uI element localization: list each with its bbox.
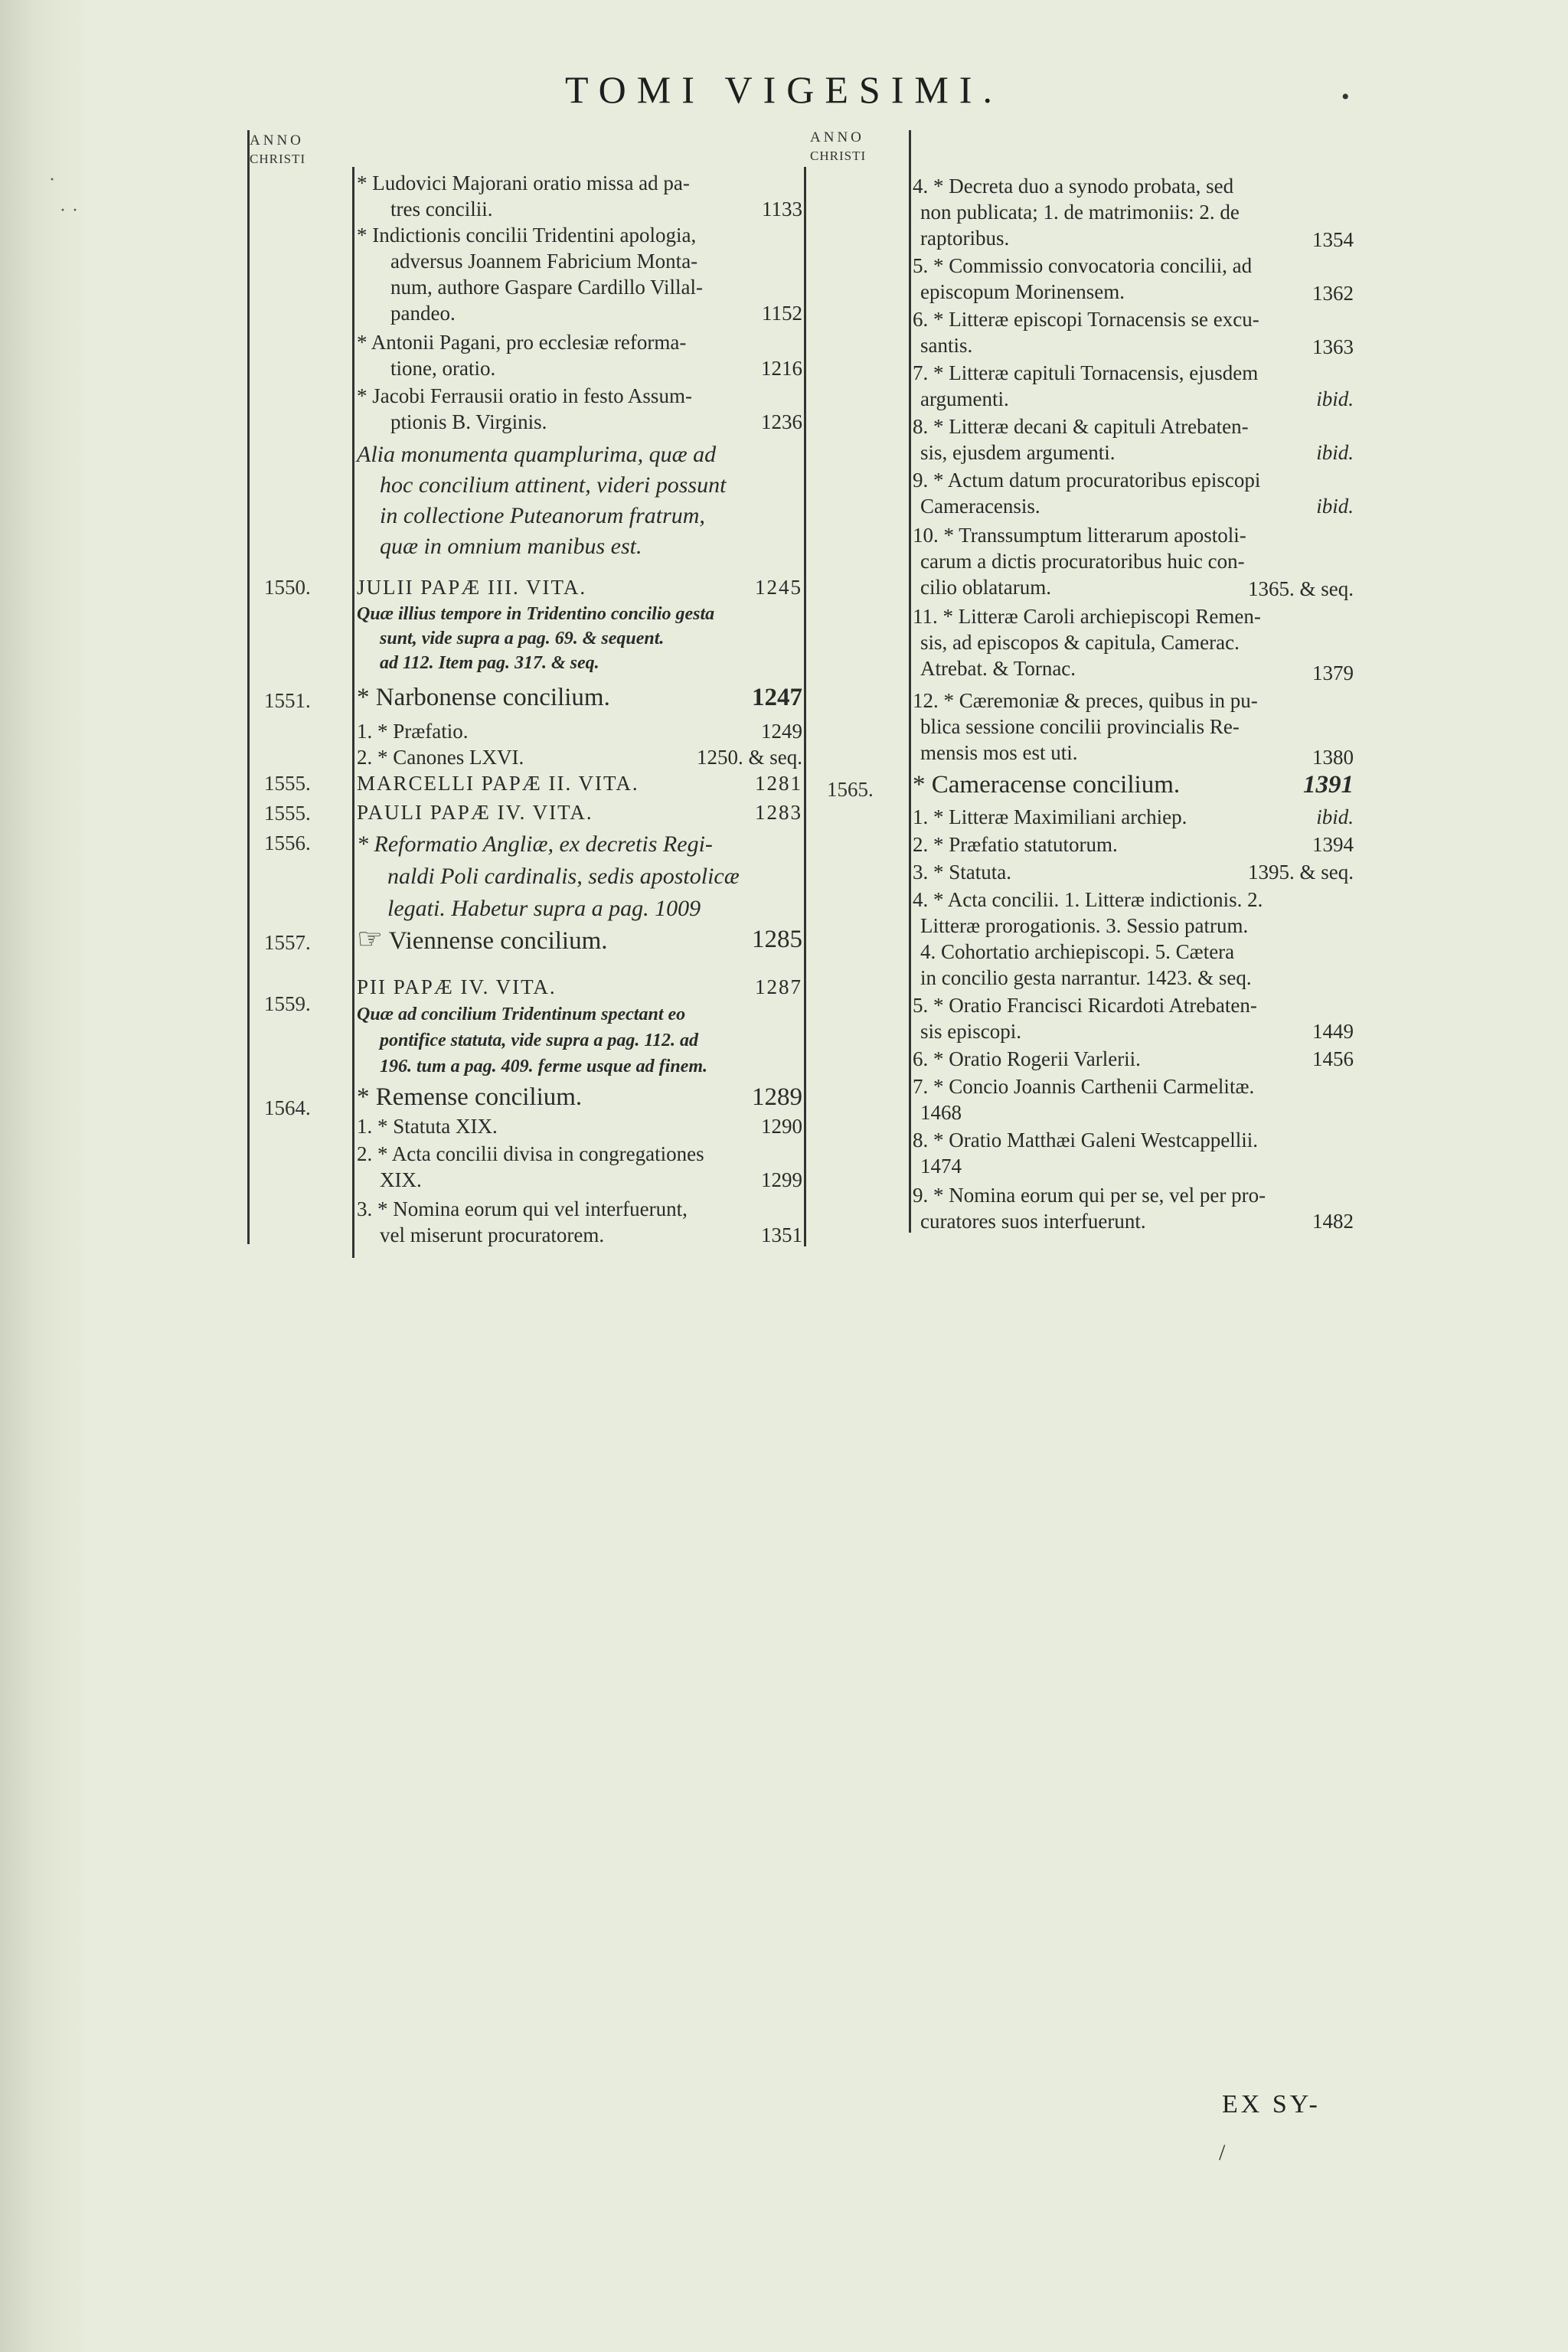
year-label: 1564. <box>264 1096 311 1119</box>
index-entry <box>357 439 802 562</box>
index-entry <box>913 1073 1354 1125</box>
entry-line: non publicata; 1. de matrimoniis: 2. de <box>920 201 1240 224</box>
entry-line: Cameracensis. <box>920 495 1040 518</box>
gutter-mark: · <box>49 170 55 190</box>
entry-line: 3. * Nomina eorum qui vel interfuerunt, <box>357 1197 688 1220</box>
entry-line: pandeo. <box>390 302 456 325</box>
page-number: 1281 <box>755 772 802 795</box>
entry-line: sunt, vide supra a pag. 69. & sequent. <box>380 629 665 648</box>
year-column-rule <box>247 130 250 1244</box>
christi-label: CHRISTI <box>250 152 306 166</box>
entry-line: 1474 <box>920 1155 962 1178</box>
page-number: 1290 <box>761 1115 802 1138</box>
entry-line: * Jacobi Ferrausii oratio in festo Assum- <box>357 384 692 407</box>
page-number: 1299 <box>761 1168 802 1191</box>
entry-line: MARCELLI PAPÆ II. VITA. <box>357 772 639 795</box>
entry-line: episcopum Morinensem. <box>920 280 1125 303</box>
index-entry <box>357 1196 802 1248</box>
index-entry <box>913 413 1354 466</box>
index-entry <box>357 222 802 326</box>
entry-line: * Ludovici Majorani oratio missa ad pa- <box>357 172 690 194</box>
entry-line: 10. * Transsumptum litterarum apostoli- <box>913 524 1246 547</box>
entry-line: 1468 <box>920 1101 962 1124</box>
entry-line: sis, ejusdem argumenti. <box>920 441 1116 464</box>
anno-label: ANNO <box>810 129 864 145</box>
entry-line: 5. * Commissio convocatoria concilii, ad <box>913 254 1253 277</box>
page-number: 1216 <box>761 357 802 380</box>
index-entry <box>913 467 1354 519</box>
page-number: 1133 <box>762 198 802 220</box>
entry-line: 8. * Oratio Matthæi Galeni Westcappellii. <box>913 1129 1258 1152</box>
gutter-mark: · <box>60 201 66 220</box>
entry-line: * Cameracense concilium. <box>913 771 1181 799</box>
page-number: ibid. <box>1316 441 1354 464</box>
index-entry <box>913 360 1354 412</box>
index-entry <box>357 923 802 956</box>
entry-line: argumenti. <box>920 387 1009 410</box>
entry-line: Quæ ad concilium Tridentinum spectant eo <box>357 1004 686 1024</box>
entry-line: Viennense concilium. <box>388 927 608 955</box>
christi-label: CHRISTI <box>810 149 867 163</box>
entry-line: Quæ illius tempore in Tridentino concilio gesta <box>357 604 715 624</box>
page-number: 1245 <box>755 576 802 599</box>
index-entry <box>357 974 802 1000</box>
entry-line: adversus Joannem Fabricium Monta- <box>390 250 698 273</box>
entry-line: carum a dictis procuratoribus huic con- <box>920 550 1245 573</box>
index-entry <box>913 173 1354 251</box>
entry-line: 1. * Præfatio. <box>357 720 469 743</box>
entry-line: 12. * Cæremoniæ & preces, quibus in pu- <box>913 689 1258 712</box>
index-entry <box>913 1182 1354 1234</box>
page-number: 1289 <box>752 1083 802 1111</box>
page-number: 1365. & seq. <box>1248 577 1354 600</box>
index-entry <box>913 253 1354 305</box>
entry-line: tres concilii. <box>390 198 493 220</box>
index-entry <box>357 1141 802 1193</box>
page-number: 1362 <box>1312 282 1354 305</box>
entry-line: sis, ad episcopos & capitula, Camerac. <box>920 631 1240 654</box>
index-entry <box>913 804 1354 830</box>
catchword: EX SY- <box>1222 2090 1321 2118</box>
page-number: 1287 <box>755 975 802 998</box>
entry-line: 7. * Concio Joannis Carthenii Carmelitæ. <box>913 1075 1255 1098</box>
entry-line: 2. * Acta concilii divisa in congregationes <box>357 1142 704 1165</box>
year-label: 1559. <box>264 992 311 1015</box>
index-entry <box>913 859 1354 885</box>
index-entry <box>357 602 802 675</box>
entry-line: sis episcopi. <box>920 1020 1021 1043</box>
page-title: TOMI VIGESIMI. <box>565 68 1003 111</box>
entry-line: 8. * Litteræ decani & capituli Atrebaten- <box>913 415 1249 438</box>
page-number: 1247 <box>752 684 802 711</box>
entry-line: 1. * Litteræ Maximiliani archiep. <box>913 805 1187 828</box>
index-entry <box>357 744 802 770</box>
entry-line: 6. * Litteræ episcopi Tornacensis se excu- <box>913 308 1259 331</box>
index-entry <box>357 828 802 925</box>
index-entry <box>913 887 1354 991</box>
page-number: 1379 <box>1312 662 1354 684</box>
page-number: 1391 <box>1303 771 1354 799</box>
corner-mark: • <box>1341 84 1350 109</box>
gutter-mark: · <box>72 201 78 220</box>
entry-line: raptoribus. <box>920 227 1010 250</box>
index-entry <box>357 1113 802 1139</box>
entry-line: 1. * Statuta XIX. <box>357 1115 498 1138</box>
entry-line: 2. * Canones LXVI. <box>357 746 524 769</box>
page-number: 1395. & seq. <box>1248 861 1354 884</box>
index-entry <box>357 329 802 381</box>
anno-label: ANNO <box>250 132 304 149</box>
anno-christi-header <box>250 132 305 168</box>
index-entry <box>357 170 802 222</box>
entry-line: vel miserunt procuratorem. <box>380 1223 605 1246</box>
index-entry <box>357 770 802 796</box>
entry-line: PAULI PAPÆ IV. VITA. <box>357 801 593 824</box>
page-number: 1380 <box>1312 746 1354 769</box>
entry-line: 4. Cohortatio archiepiscopi. 5. Cætera <box>920 940 1235 963</box>
entry-line: 11. * Litteræ Caroli archiepiscopi Remen- <box>913 605 1261 628</box>
entry-line: 5. * Oratio Francisci Ricardoti Atrebaten- <box>913 994 1257 1017</box>
entry-line: tione, oratio. <box>390 357 496 380</box>
entry-line: ptionis B. Virginis. <box>390 410 547 433</box>
index-entry <box>913 1127 1354 1179</box>
index-entry <box>913 522 1354 600</box>
entry-line: num, authore Gaspare Cardillo Villal- <box>390 276 704 299</box>
page-number: 1354 <box>1312 228 1354 251</box>
page-number: 1236 <box>761 410 802 433</box>
year-label: 1551. <box>264 689 311 712</box>
entry-line: blica sessione concilii provincialis Re- <box>920 715 1240 738</box>
index-entry <box>357 799 802 825</box>
entry-line: naldi Poli cardinalis, sedis apostolicæ <box>387 864 740 889</box>
page-number: ibid. <box>1316 495 1354 518</box>
entry-line: hoc concilium attinent, videri possunt <box>380 472 727 498</box>
entry-line: 9. * Actum datum procuratoribus episcopi <box>913 469 1261 492</box>
entry-line: XIX. <box>380 1168 422 1191</box>
page-number: 1449 <box>1312 1020 1354 1043</box>
entry-line: JULII PAPÆ III. VITA. <box>357 576 587 599</box>
entry-line: 4. * Decreta duo a synodo probata, sed <box>913 175 1234 198</box>
entry-line: Atrebat. & Tornac. <box>920 657 1076 680</box>
index-entry <box>913 772 1354 798</box>
index-entry <box>913 831 1354 858</box>
index-entry <box>913 688 1354 769</box>
entry-line: * Reformatio Angliæ, ex decretis Regi- <box>357 831 713 857</box>
page-number: 1456 <box>1312 1047 1354 1070</box>
index-entry <box>913 992 1354 1044</box>
entry-line: legati. Habetur supra a pag. 1009 <box>387 896 701 921</box>
text-column-rule-right <box>804 167 806 1246</box>
entry-line: mensis mos est uti. <box>920 741 1078 764</box>
page-number: 1351 <box>761 1223 802 1246</box>
entry-line: 3. * Statuta. <box>913 861 1011 884</box>
year-label: 1555. <box>264 802 311 825</box>
entry-line: * Remense concilium. <box>357 1083 583 1111</box>
page-number: 1250. & seq. <box>697 746 802 769</box>
entry-line: 196. tum a pag. 409. ferme usque ad finem. <box>380 1057 708 1076</box>
page-number: 1152 <box>762 302 802 325</box>
page-number: 1285 <box>752 926 802 953</box>
entry-line: 9. * Nomina eorum qui per se, vel per pro- <box>913 1184 1266 1207</box>
year-label: 1565. <box>827 778 874 801</box>
year-label: 1556. <box>264 831 311 854</box>
entry-line: Alia monumenta quamplurima, quæ ad <box>357 442 717 467</box>
index-entry <box>357 684 802 710</box>
index-entry <box>357 383 802 435</box>
entry-line: ad 112. Item pag. 317. & seq. <box>380 653 599 673</box>
index-entry <box>913 1046 1354 1072</box>
text-column-rule-left <box>352 167 354 1258</box>
entry-line: curatores suos interfuerunt. <box>920 1210 1146 1233</box>
binding-gutter <box>0 0 92 2352</box>
entry-line: 4. * Acta concilii. 1. Litteræ indictionis. 2. <box>913 888 1263 911</box>
index-entry <box>913 306 1354 358</box>
page-number: 1283 <box>755 801 802 824</box>
catchword-mark: / <box>1219 2140 1226 2165</box>
entry-line: Litteræ prorogationis. 3. Sessio patrum. <box>920 914 1249 937</box>
entry-line: PII PAPÆ IV. VITA. <box>357 975 557 998</box>
entry-line: * Narbonense concilium. <box>357 684 610 711</box>
index-entry <box>913 603 1354 684</box>
index-entry <box>357 574 802 600</box>
entry-line: pontifice statuta, vide supra a pag. 112. ad <box>380 1031 699 1050</box>
entry-line: in collectione Puteanorum fratrum, <box>380 503 705 528</box>
entry-line: 6. * Oratio Rogerii Varlerii. <box>913 1047 1141 1070</box>
text-column-rule-left <box>909 130 911 1233</box>
pointing-hand-icon: ☞ <box>357 923 384 956</box>
year-label: 1550. <box>264 576 311 599</box>
page-number: 1394 <box>1312 833 1354 856</box>
index-entry <box>357 1001 802 1080</box>
year-label: 1557. <box>264 931 311 954</box>
entry-line: santis. <box>920 334 973 357</box>
page-number: ibid. <box>1316 805 1354 828</box>
page-number: ibid. <box>1316 387 1354 410</box>
year-label: 1555. <box>264 772 311 795</box>
page-number: 1482 <box>1312 1210 1354 1233</box>
entry-line: in concilio gesta narrantur. 1423. & seq. <box>920 966 1252 989</box>
entry-line: * Antonii Pagani, pro ecclesiæ reforma- <box>357 331 687 354</box>
entry-line: * Indictionis concilii Tridentini apologia, <box>357 224 697 247</box>
entry-line: quæ in omnium manibus est. <box>380 534 642 559</box>
entry-line: 7. * Litteræ capituli Tornacensis, ejusdem <box>913 361 1259 384</box>
page-number: 1363 <box>1312 335 1354 358</box>
index-entry <box>357 1084 802 1110</box>
page-number: 1249 <box>761 720 802 743</box>
entry-line: 2. * Præfatio statutorum. <box>913 833 1118 856</box>
entry-line: cilio oblatarum. <box>920 576 1051 599</box>
index-entry <box>357 718 802 744</box>
anno-christi-header <box>810 129 866 165</box>
